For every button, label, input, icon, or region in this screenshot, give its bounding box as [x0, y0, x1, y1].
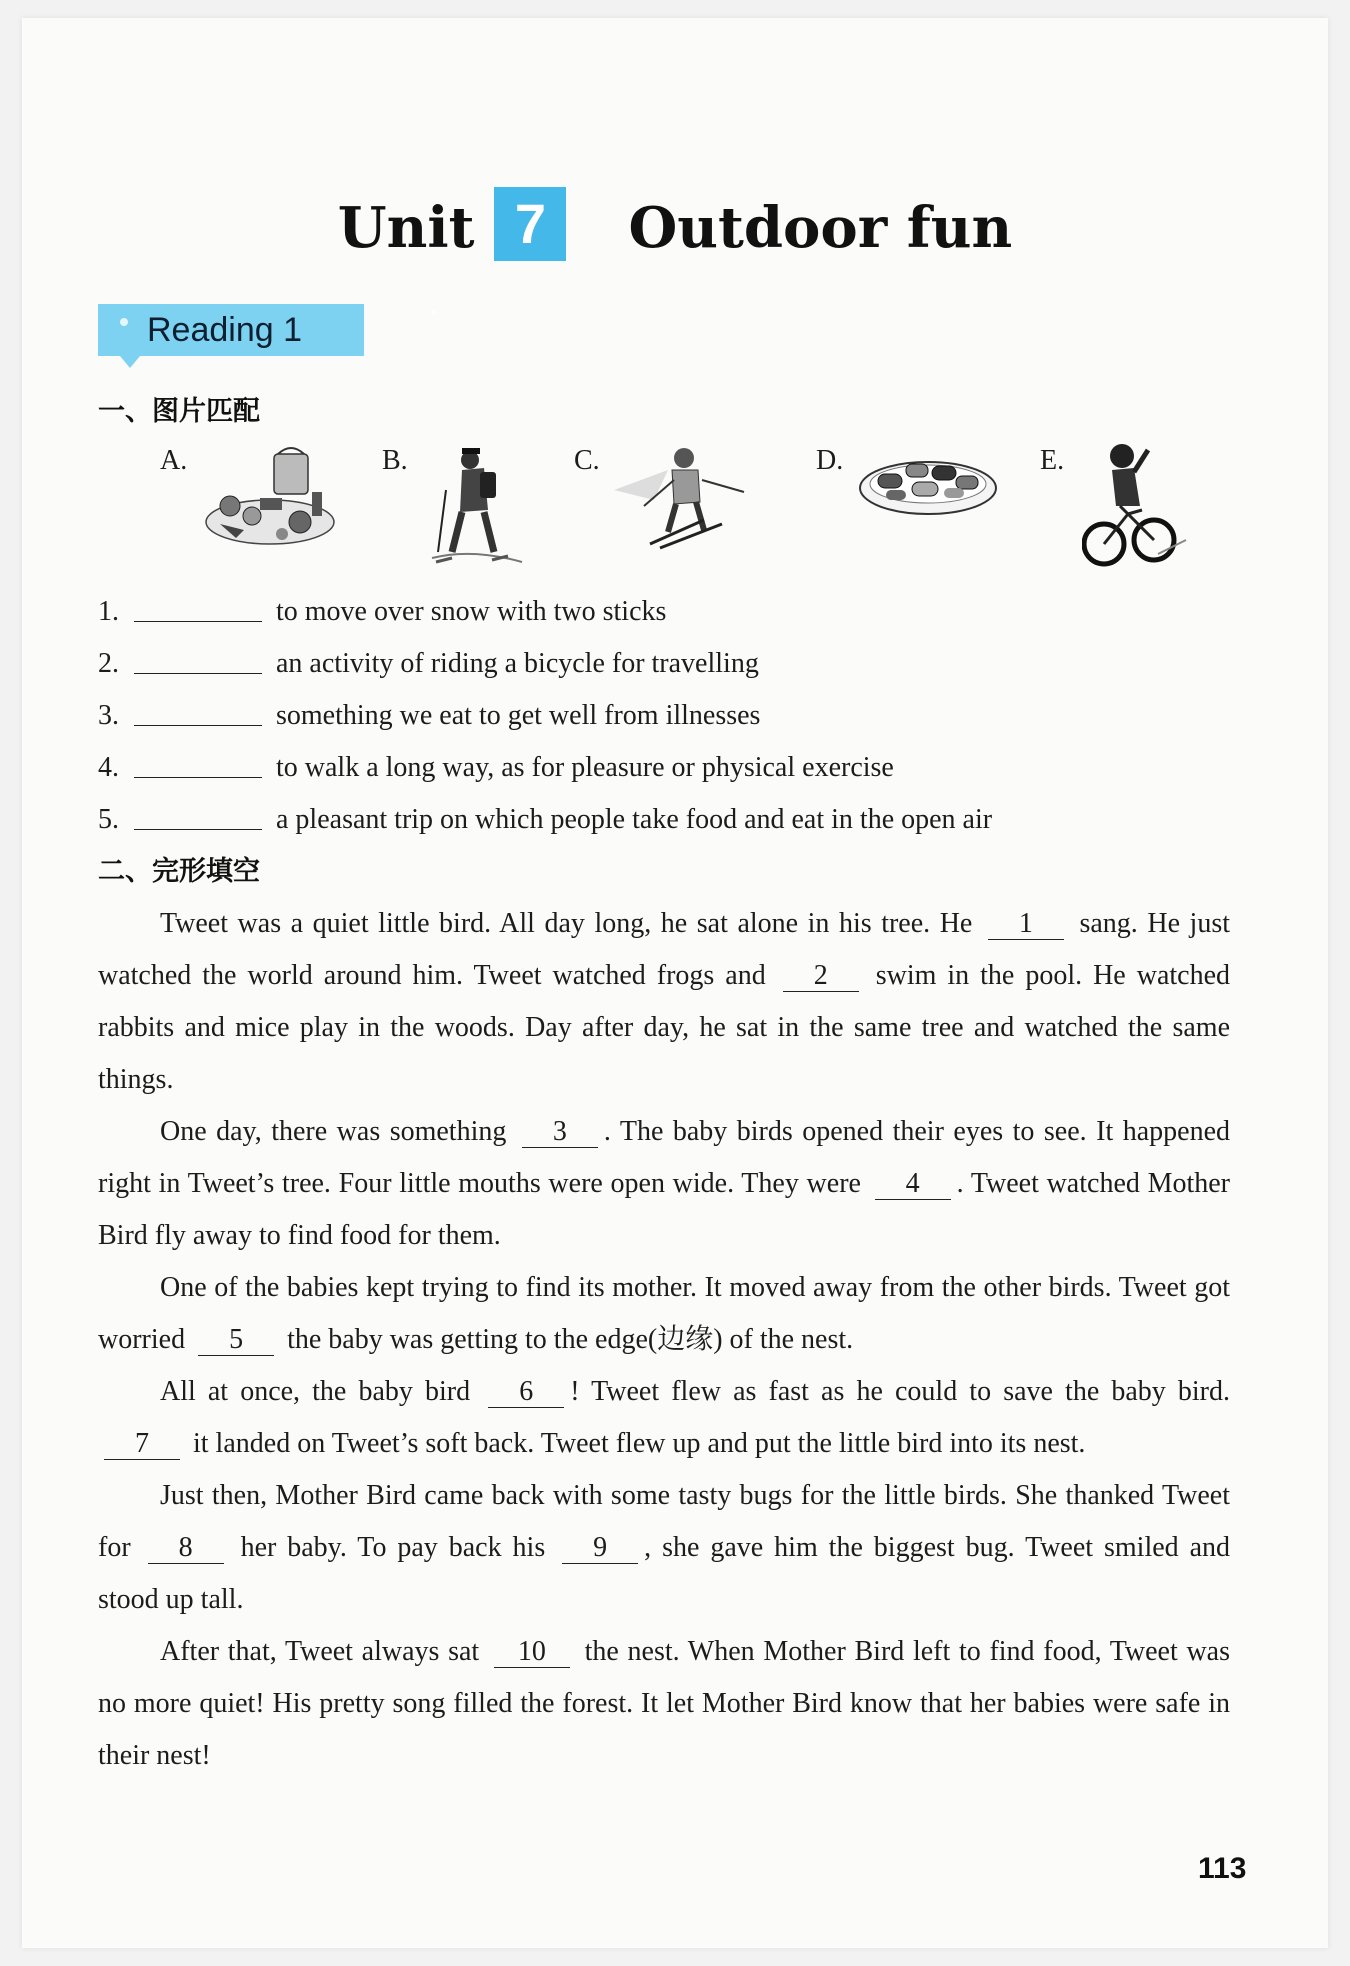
item-number: 5.: [98, 804, 119, 835]
item-definition: to walk a long way, as for pleasure or physical exercise: [276, 752, 894, 783]
picture-row: [0, 440, 1350, 580]
item-number: 1.: [98, 596, 119, 627]
page-number: 113: [1198, 1852, 1247, 1885]
picture-label: D.: [816, 445, 844, 476]
gap-2[interactable]: 2: [783, 961, 859, 992]
item-number: 4.: [98, 752, 119, 783]
answer-blank[interactable]: [134, 751, 262, 778]
text-run: . Tweet watched Mother Bird fly away to find food for them.: [98, 1168, 1231, 1251]
text-run: her baby. To pay back his: [240, 1532, 546, 1563]
text-run: sang. He just watched the world around him. Tweet watched frogs and: [98, 908, 1231, 991]
section-1-title: 一、图片匹配: [98, 396, 260, 427]
item-definition: an activity of riding a bicycle for travelling: [276, 648, 759, 679]
text-run: the nest. When Mother Bird left to find food, Tweet was no more quiet! His pretty song filled the forest. It let Mother Bird know that her babies were safe in their nest!: [98, 1636, 1230, 1771]
reading-tag-label: Reading 1: [147, 311, 303, 349]
item-number: 2.: [98, 648, 119, 679]
page-title: [0, 184, 1350, 272]
paragraph-4: [98, 1366, 1230, 1470]
picture-label: E.: [1040, 445, 1065, 476]
gap-3[interactable]: 3: [522, 1117, 598, 1148]
reading-section-tag: [98, 304, 364, 356]
gap-7[interactable]: 7: [104, 1429, 180, 1460]
list-item: [98, 748, 1248, 800]
unit-title: Outdoor fun: [628, 195, 1013, 261]
list-item: [98, 696, 1248, 748]
list-item: [98, 592, 1248, 644]
item-definition: to move over snow with two sticks: [276, 596, 667, 627]
gap-1[interactable]: 1: [988, 909, 1064, 940]
text-run: ! Tweet flew as fast as he could to save the baby bird.: [570, 1376, 1230, 1407]
cyclist-icon: [1082, 440, 1188, 570]
text-run: swim in the pool. He watched rabbits and mice play in the woods. Day after day, he sat in the same tree and watched the same things.: [98, 960, 1231, 1095]
text-run: One of the babies kept trying to find its mother. It moved away from the other birds. Tweet got worried: [98, 1272, 1230, 1355]
answer-blank[interactable]: [134, 595, 262, 622]
decor-dot: [120, 318, 128, 326]
unit-number-badge: 7: [494, 187, 566, 261]
item-definition: something we eat to get well from illnesses: [276, 700, 761, 731]
paragraph-5: [98, 1470, 1230, 1626]
gap-4[interactable]: 4: [875, 1169, 951, 1200]
medicine-plate-icon: [856, 444, 1000, 524]
answer-blank[interactable]: [134, 803, 262, 830]
item-definition: a pleasant trip on which people take food and eat in the open air: [276, 804, 993, 835]
text-run: After that, Tweet always sat: [160, 1636, 480, 1667]
picture-label: B.: [382, 445, 408, 476]
list-item: [98, 644, 1248, 696]
gap-9[interactable]: 9: [562, 1533, 638, 1564]
unit-word: Unit: [337, 195, 475, 261]
gap-10[interactable]: 10: [494, 1637, 570, 1668]
answer-blank[interactable]: [134, 647, 262, 674]
paragraph-6: [98, 1626, 1230, 1782]
paragraph-3: [98, 1262, 1230, 1366]
gap-8[interactable]: 8: [148, 1533, 224, 1564]
list-item: [98, 800, 1248, 852]
cloze-passage: [98, 898, 1230, 1782]
text-run: . The baby birds opened their eyes to see. It happened right in Tweet’s tree. Four little mouths were open wide. They were: [98, 1116, 1230, 1199]
text-run: One day, there was something: [160, 1116, 507, 1147]
picture-label: A.: [160, 445, 188, 476]
paragraph-1: [98, 898, 1230, 1106]
decor-dot: [432, 310, 437, 315]
text-run: , she gave him the biggest bug. Tweet smiled and stood up tall.: [98, 1532, 1231, 1615]
item-number: 3.: [98, 700, 119, 731]
gap-5[interactable]: 5: [198, 1325, 274, 1356]
paragraph-2: [98, 1106, 1230, 1262]
picture-label: C.: [574, 445, 600, 476]
text-run: it landed on Tweet’s soft back. Tweet flew up and put the little bird into its nest.: [193, 1428, 1086, 1459]
text-run: All at once, the baby bird: [160, 1376, 471, 1407]
text-run: the baby was getting to the edge(边缘) of the nest.: [287, 1324, 854, 1355]
text-run: Tweet was a quiet little bird. All day long, he sat alone in his tree. He: [160, 908, 973, 939]
matching-list: [98, 592, 1248, 852]
skier-icon: [614, 440, 754, 550]
answer-blank[interactable]: [134, 699, 262, 726]
hiker-icon: [422, 440, 532, 570]
picnic-food-icon: [200, 444, 340, 554]
text-run: Just then, Mother Bird came back with some tasty bugs for the little birds. She thanked Tweet for: [98, 1480, 1230, 1563]
gap-6[interactable]: 6: [488, 1377, 564, 1408]
section-2-title: 二、完形填空: [98, 856, 260, 887]
